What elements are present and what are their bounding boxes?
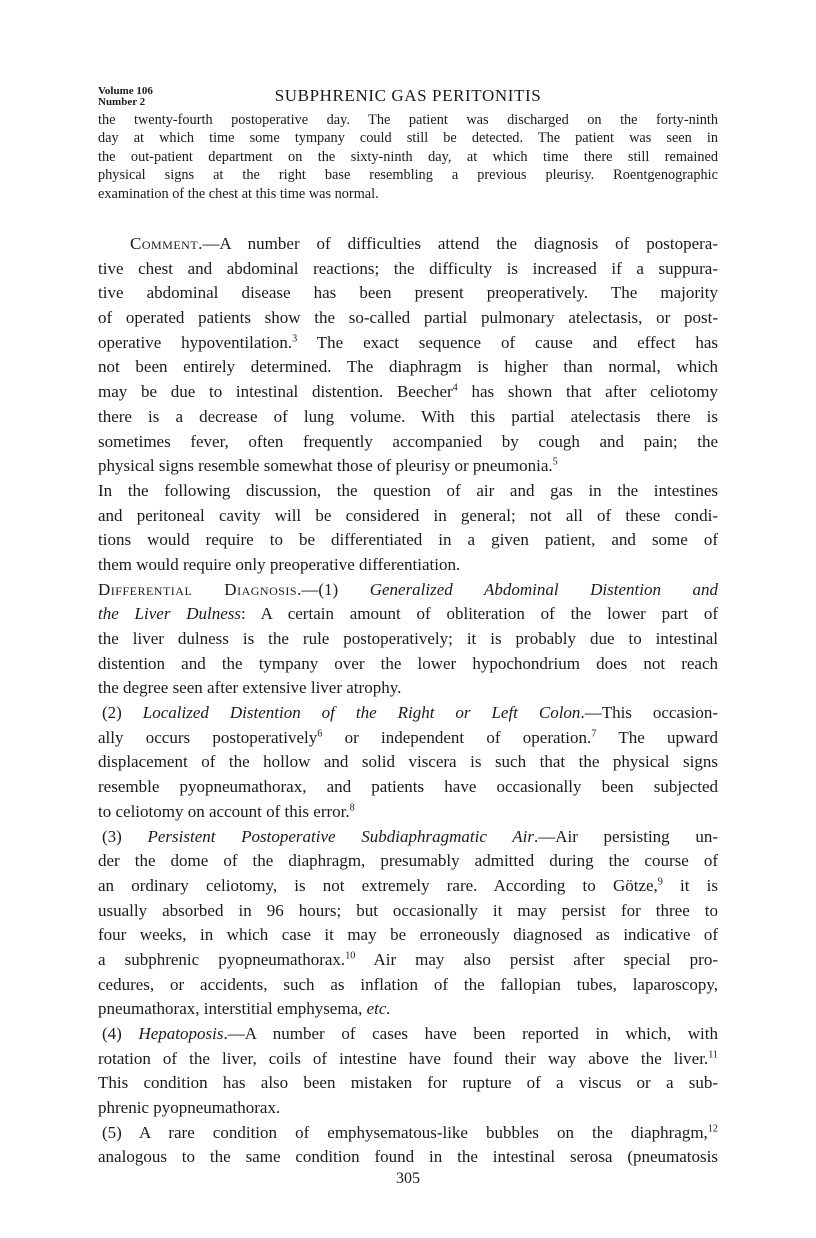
text-run: tions would require to be differentiated in a given patient, and some of (98, 530, 718, 550)
small-caps-heading: Differential Diagnosis (98, 579, 298, 599)
text-run: tive abdominal disease has been present preoperatively. The majority (98, 283, 718, 303)
text-line (98, 1047, 718, 1072)
text-line (98, 306, 718, 331)
text-line (98, 1071, 718, 1096)
text-run: cedures, or accidents, such as inflation of the fallopian tubes, laparoscopy, (98, 974, 718, 994)
text-line (98, 923, 718, 948)
text-line (98, 528, 718, 553)
footnote-ref[interactable]: 3 (292, 333, 298, 345)
text-line (98, 948, 718, 973)
text-run: The upward (596, 727, 718, 747)
text-line (98, 1145, 718, 1170)
text-run: may be due to intestinal distention. Beecher (98, 382, 453, 402)
text-run: tive chest and abdominal reactions; the difficulty is increased if a suppura- (98, 258, 718, 278)
text-line (98, 430, 718, 455)
footnote-ref[interactable]: 8 (349, 802, 355, 814)
text-line (98, 825, 718, 850)
text-line (98, 701, 718, 726)
text-run: the out-patient department on the sixty-ninth day, at which time there still remained (98, 148, 718, 165)
text-run: .—Air persisting un- (533, 826, 718, 846)
paragraph (98, 232, 718, 479)
text-line (98, 454, 718, 479)
text-run: der the dome of the diaphragm, presumably admitted during the course of (98, 851, 718, 871)
paragraph (98, 479, 718, 578)
text-line (98, 1096, 718, 1121)
text-run: .—This occasion- (580, 703, 718, 723)
text-run: In the following discussion, the question of air and gas in the intestines (98, 480, 718, 500)
footnote-ref[interactable]: 9 (657, 876, 663, 888)
text-run: .—A number of cases have been reported in which, with (223, 1024, 718, 1043)
volume-label: Volume 106 (98, 85, 153, 97)
italic-text: Localized Distention of the Right or Left Colon (142, 703, 581, 723)
text-run: day at which time some tympany could still be detected. The patient was seen in (98, 130, 718, 147)
text-run: ally occurs postoperatively (98, 727, 318, 747)
text-run: : A certain amount of obliteration of the lower part of (241, 604, 718, 624)
text-run: .—(1) (297, 579, 370, 599)
text-line (98, 553, 718, 578)
text-line (98, 111, 718, 129)
text-run: displacement of the hollow and solid viscera is such that the physical signs (98, 752, 718, 772)
text-run: four weeks, in which case it may be erroneously diagnosed as indicative of (98, 925, 718, 945)
text-run: or independent of operation. (322, 727, 592, 747)
paragraph (98, 578, 718, 701)
paragraph (98, 825, 718, 1023)
text-run: (3) (102, 826, 148, 846)
text-line (98, 129, 718, 147)
text-run: sometimes fever, often frequently accompanied by cough and pain; the (98, 431, 718, 451)
italic-text: etc. (366, 999, 391, 1019)
text-line (98, 148, 718, 166)
footnote-ref[interactable]: 10 (345, 950, 356, 962)
text-line (98, 578, 718, 603)
text-line (98, 479, 718, 504)
text-line (98, 849, 718, 874)
running-head-title: SUBPHRENIC GAS PERITONITIS (274, 86, 542, 105)
text-line (98, 331, 718, 356)
italic-text: Generalized Abdominal Distention and (369, 579, 718, 599)
italic-text: Persistent Postoperative Subdiaphragmatic Air (147, 826, 534, 846)
text-run: physical signs resemble somewhat those of pleurisy or pneumonia. (98, 456, 553, 476)
text-line (98, 185, 718, 203)
text-line (98, 899, 718, 924)
text-run: analogous to the same condition found in the intestinal serosa (pneumatosis (98, 1147, 718, 1167)
text-run: them would require only preoperative differentiation. (98, 554, 461, 574)
text-run: (4) (102, 1024, 139, 1043)
paragraph (98, 1121, 718, 1170)
text-line (98, 627, 718, 652)
text-run: This condition has also been mistaken for rupture of a viscus or a sub- (98, 1073, 718, 1093)
text-run: operative hypoventilation. (98, 332, 293, 352)
text-line (98, 355, 718, 380)
text-line (98, 652, 718, 677)
text-run: and peritoneal cavity will be considered in general; not all of these condi- (98, 505, 718, 525)
text-line (98, 775, 718, 800)
text-run: a subphrenic pyopneumathorax. (98, 949, 346, 969)
text-line (98, 602, 718, 627)
text-run: distention and the tympany over the lower hypochondrium does not reach (98, 653, 718, 673)
text-run: Air may also persist after special pro- (355, 949, 718, 969)
footnote-ref[interactable]: 5 (552, 456, 558, 468)
text-line (98, 676, 718, 701)
text-line (98, 380, 718, 405)
text-line (98, 997, 718, 1022)
page-number: 305 (396, 1170, 420, 1187)
small-caps-heading: Comment (130, 234, 199, 253)
paragraph (98, 701, 718, 824)
text-run: of operated patients show the so-called partial pulmonary atelectasis, or post- (98, 308, 718, 328)
text-run: physical signs at the right base resembling a previous pleurisy. Roentgenographic (98, 167, 718, 184)
text-line (98, 874, 718, 899)
text-run: it is (662, 875, 718, 895)
text-run: resemble pyopneumathorax, and patients have occasionally been subjected (98, 777, 718, 797)
text-line (98, 232, 718, 257)
issue-number-label: Number 2 (98, 96, 146, 108)
paragraph (98, 1022, 718, 1121)
text-run: has shown that after celiotomy (457, 382, 718, 402)
text-run: the liver dulness is the rule postoperatively; it is probably due to intestinal (98, 629, 718, 648)
text-run: The exact sequence of cause and effect has (297, 332, 718, 352)
text-run: pneumathorax, interstitial emphysema, (98, 999, 367, 1019)
text-line (98, 166, 718, 184)
text-run: phrenic pyopneumathorax. (98, 1098, 281, 1118)
text-run: an ordinary celiotomy, is not extremely rare. According to Götze, (98, 875, 658, 895)
text-line (98, 281, 718, 306)
italic-text: Hepatoposis (138, 1024, 224, 1043)
text-run: usually absorbed in 96 hours; but occasionally it may persist for three to (98, 900, 718, 920)
footnote-ref[interactable]: 11 (708, 1049, 718, 1061)
footnote-ref[interactable]: 6 (317, 728, 323, 740)
text-line (98, 1022, 718, 1047)
text-run: the degree seen after extensive liver atrophy. (98, 678, 402, 698)
case-report-continuation (98, 111, 718, 203)
text-line (98, 973, 718, 998)
footnote-ref[interactable]: 12 (707, 1123, 718, 1135)
text-run: to celiotomy on account of this error. (98, 801, 350, 821)
text-line (98, 504, 718, 529)
text-line (98, 257, 718, 282)
text-line (98, 405, 718, 430)
text-run: examination of the chest at this time was normal. (98, 185, 379, 202)
text-line (98, 1121, 718, 1146)
text-run: .—A number of difficulties attend the diagnosis of postopera- (198, 234, 718, 253)
italic-text: the Liver Dulness (98, 604, 242, 624)
text-run: (2) (102, 703, 143, 723)
footnote-ref[interactable]: 4 (452, 382, 458, 394)
text-line (98, 726, 718, 751)
text-line (98, 750, 718, 775)
text-run: there is a decrease of lung volume. With this partial atelectasis there is (98, 406, 718, 426)
text-run: not been entirely determined. The diaphragm is higher than normal, which (98, 357, 718, 377)
text-run: (5) A rare condition of emphysematous-like bubbles on the diaphragm, (102, 1122, 708, 1142)
footnote-ref[interactable]: 7 (591, 728, 597, 740)
text-run: the twenty-fourth postoperative day. The patient was discharged on the forty-ninth (98, 112, 718, 128)
article-body (98, 232, 718, 1170)
text-run: rotation of the liver, coils of intestine have found their way above the liver. (98, 1048, 709, 1068)
text-line (98, 800, 718, 825)
